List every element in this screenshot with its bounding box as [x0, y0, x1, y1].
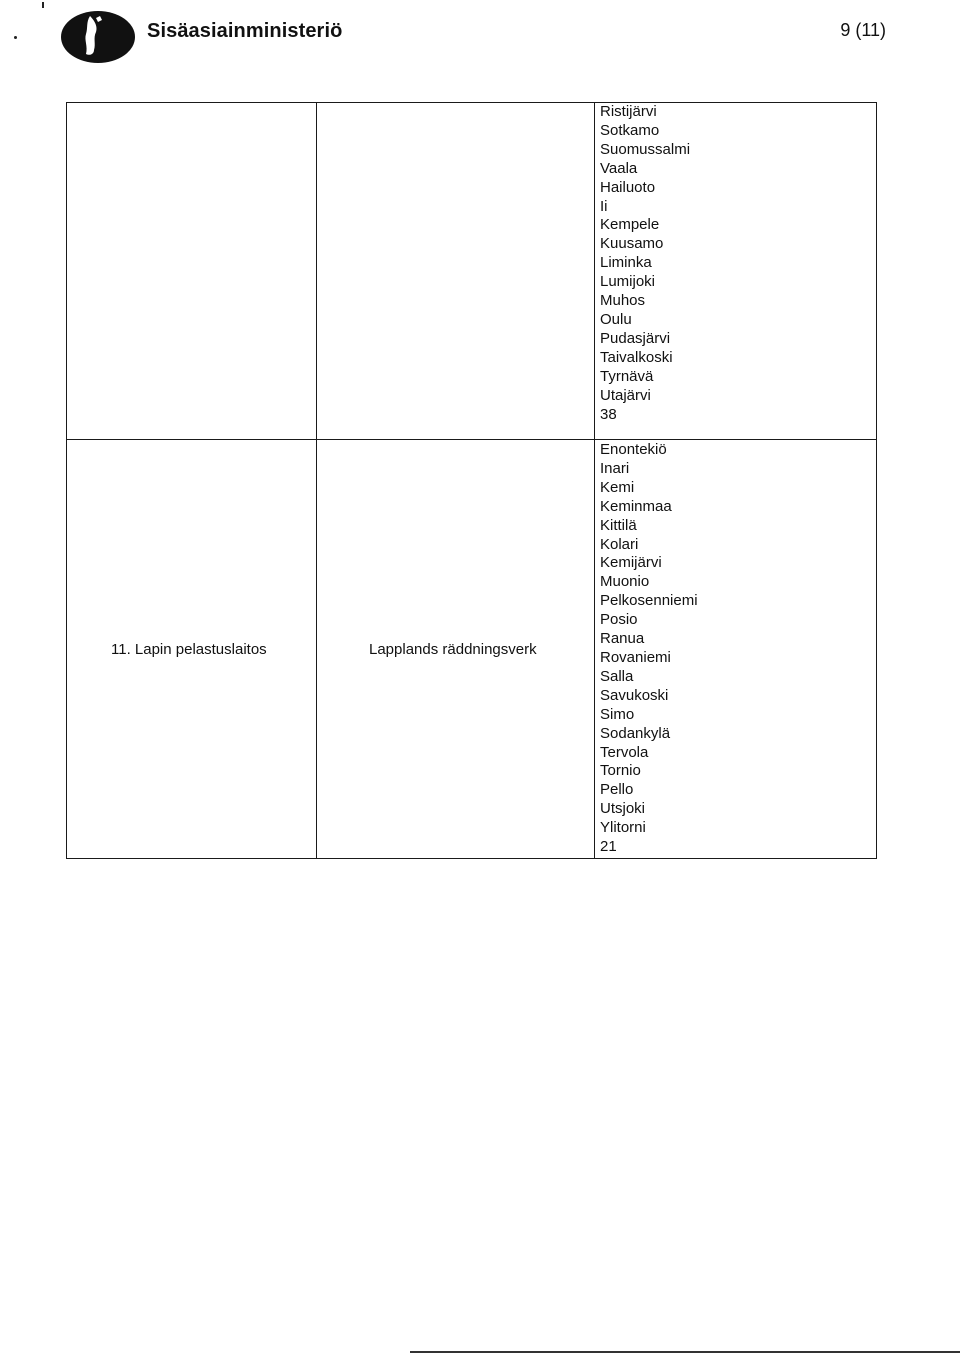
rescue-services-table	[66, 102, 877, 859]
municipality-list	[595, 441, 876, 857]
list-item: Taivalkoski	[600, 348, 673, 366]
list-item: Kemi	[600, 478, 635, 496]
page-header	[0, 0, 960, 70]
list-item: Rovaniemi	[600, 649, 671, 666]
ministry-name: Sisäasiainministeriö	[147, 20, 343, 42]
name-swedish: Lapplands räddningsverk	[369, 640, 537, 658]
name-swedish-cell	[317, 440, 595, 859]
list-item: Lumijoki	[600, 273, 656, 291]
list-item: Salla	[600, 667, 634, 685]
list-item: Ranua	[600, 630, 645, 648]
list-item: Kittilä	[600, 516, 637, 534]
municipality-list	[595, 103, 876, 424]
footer-divider	[410, 1351, 960, 1353]
ministry-lion-emblem-icon	[60, 10, 136, 64]
list-item: Ii	[600, 197, 608, 215]
municipalities-cell	[595, 440, 877, 859]
page-number: 9 (11)	[840, 20, 886, 40]
list-item: Sotkamo	[600, 121, 660, 139]
list-item: Oulu	[600, 310, 632, 328]
municipality-count: 21	[600, 838, 617, 856]
list-item: Pello	[600, 781, 634, 799]
name-finnish-cell	[67, 103, 317, 440]
list-item: Tornio	[600, 762, 641, 780]
list-item: Tervola	[600, 743, 649, 761]
municipality-count: 38	[600, 405, 617, 423]
list-item: Vaala	[600, 159, 638, 177]
list-item: Savukoski	[600, 686, 669, 704]
list-item: Keminmaa	[600, 497, 672, 515]
list-item: Muonio	[600, 573, 650, 591]
list-item: Ristijärvi	[600, 103, 657, 120]
list-item: Pelkosenniemi	[600, 592, 698, 610]
list-item: Liminka	[600, 254, 652, 272]
list-item: Sodankylä	[600, 724, 671, 742]
list-item: Muhos	[600, 292, 646, 310]
list-item: Posio	[600, 611, 638, 629]
municipalities-cell	[595, 103, 877, 440]
list-item: Kempele	[600, 216, 660, 234]
name-swedish-cell	[317, 103, 595, 440]
table-row	[67, 440, 877, 859]
list-item: Tyrnävä	[600, 367, 654, 385]
list-item: Utsjoki	[600, 800, 646, 818]
list-item: Simo	[600, 705, 635, 723]
list-item: Ylitorni	[600, 819, 646, 837]
list-item: Utajärvi	[600, 386, 651, 404]
list-item: Pudasjärvi	[600, 329, 671, 347]
table-row	[67, 103, 877, 440]
list-item: Suomussalmi	[600, 140, 691, 158]
list-item: Inari	[600, 459, 630, 477]
name-finnish-cell	[67, 440, 317, 859]
list-item: Hailuoto	[600, 178, 656, 196]
list-item: Kemijärvi	[600, 554, 662, 572]
list-item: Kuusamo	[600, 235, 664, 253]
list-item: Kolari	[600, 535, 639, 553]
name-finnish: 11. Lapin pelastuslaitos	[111, 640, 267, 658]
list-item: Enontekiö	[600, 441, 667, 459]
